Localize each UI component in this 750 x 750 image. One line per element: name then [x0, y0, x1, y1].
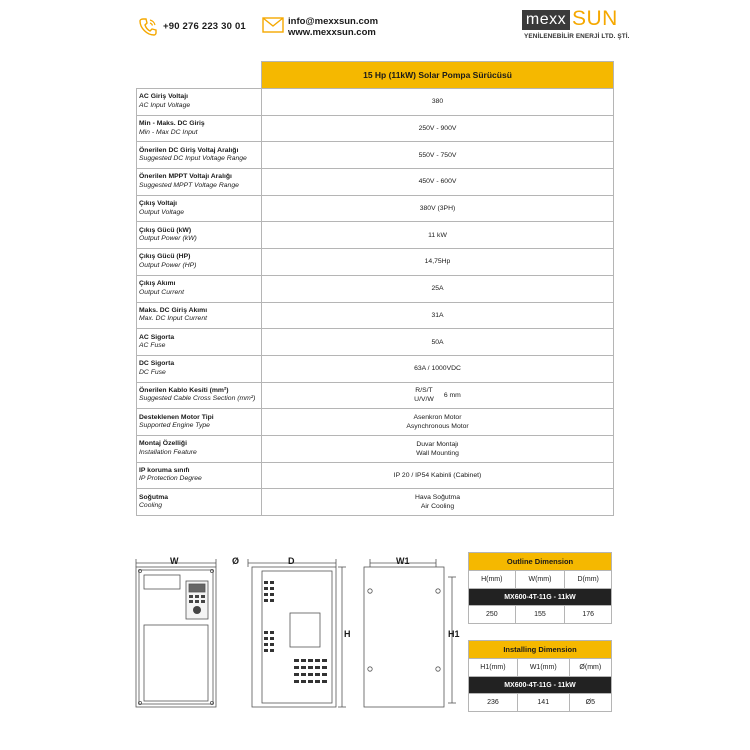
row-label-tr: AC Giriş Voltajı — [139, 93, 188, 101]
row-label-tr: Önerilen MPPT Voltajı Aralığı — [139, 173, 232, 181]
dim-label-h: H — [344, 629, 351, 639]
row-label-tr: Çıkış Gücü (kW) — [139, 226, 192, 234]
value-line-1: Duvar Montajı — [416, 440, 459, 448]
outline-dimension-table — [468, 552, 612, 624]
outline-col-w: W(mm) — [515, 571, 565, 589]
front-view-drawing — [130, 553, 470, 713]
row-value — [262, 382, 614, 409]
dim-label-d: D — [288, 556, 295, 566]
row-value: 14,75Hp — [262, 249, 614, 276]
row-label-en: Supported Engine Type — [139, 422, 210, 430]
contact-info — [288, 16, 378, 38]
value-line-1: Hava Soğutma — [415, 494, 460, 502]
installing-val-w1: 141 — [517, 694, 569, 712]
mail-icon — [262, 16, 284, 34]
table-row — [137, 409, 614, 436]
row-label-en: AC Fuse — [139, 342, 166, 350]
row-label-tr: Soğutma — [139, 493, 169, 501]
row-value: 550V - 750V — [262, 142, 614, 169]
logo-sun: SUN — [572, 7, 618, 30]
table-row — [137, 435, 614, 462]
row-value: 450V - 600V — [262, 169, 614, 196]
row-value: 31A — [262, 302, 614, 329]
row-label-tr: Önerilen Kablo Kesiti (mm²) — [139, 386, 229, 394]
row-label-tr: Min - Maks. DC Giriş — [139, 120, 205, 128]
row-label-en: DC Fuse — [139, 368, 166, 376]
row-value: IP 20 / IP54 Kabinli (Cabinet) — [262, 462, 614, 489]
cable-label-1: R/S/T — [415, 387, 433, 395]
table-row — [137, 462, 614, 489]
row-label-en: Cooling — [139, 502, 163, 510]
table-row — [137, 329, 614, 356]
installing-col-phi: Ø(mm) — [569, 659, 611, 677]
table-row — [137, 195, 614, 222]
row-label-tr: Desteklenen Motor Tipi — [139, 413, 214, 421]
outline-val-w: 155 — [515, 606, 565, 624]
logo-subtitle: YENİLENEBİLİR ENERJİ LTD. ŞTİ. — [524, 33, 630, 40]
table-row — [137, 355, 614, 382]
row-label-tr: DC Sigorta — [139, 360, 175, 368]
row-value: 25A — [262, 275, 614, 302]
email-link[interactable]: info@mexxsun.com — [288, 16, 379, 27]
dim-label-w1: W1 — [396, 556, 410, 566]
row-label-tr: Maks. DC Giriş Akımı — [139, 306, 208, 314]
table-row — [137, 382, 614, 409]
outline-col-h: H(mm) — [469, 571, 516, 589]
table-corner — [137, 62, 262, 89]
row-label-en: Max. DC Input Current — [139, 315, 207, 323]
dimension-drawings — [130, 553, 470, 713]
row-value: 380 — [262, 89, 614, 116]
cable-labels — [414, 386, 434, 404]
table-row — [137, 249, 614, 276]
value-line-2: Air Cooling — [420, 503, 455, 511]
page-header — [0, 0, 750, 60]
row-label-en: Output Voltage — [139, 208, 185, 216]
installing-col-w1: W1(mm) — [517, 659, 569, 677]
row-label-tr: IP koruma sınıfı — [139, 466, 190, 474]
table-title: 15 Hp (11kW) Solar Pompa Sürücüsü — [262, 62, 614, 89]
table-row — [137, 275, 614, 302]
row-label-en: Output Current — [139, 288, 184, 296]
table-row — [137, 115, 614, 142]
row-label-tr: Çıkış Voltajı — [139, 200, 178, 208]
row-value: 380V (3PH) — [262, 195, 614, 222]
table-row — [137, 302, 614, 329]
outline-col-d: D(mm) — [565, 571, 612, 589]
installing-title: Installing Dimension — [469, 641, 612, 659]
row-value: 250V - 900V — [262, 115, 614, 142]
installing-val-h1: 236 — [469, 694, 518, 712]
row-label-en: Min - Max DC Input — [139, 128, 198, 136]
row-label-tr: Montaj Özelliği — [139, 440, 187, 448]
row-value: 63A / 1000VDC — [262, 355, 614, 382]
row-label-en: Suggested MPPT Voltage Range — [139, 181, 239, 189]
company-logo — [522, 7, 630, 46]
logo-mexx: mexx — [522, 10, 570, 30]
row-label-en: Installation Feature — [139, 448, 197, 456]
cable-label-2: U/V/W — [414, 396, 434, 404]
dim-label-phi: Ø — [232, 556, 240, 566]
phone-icon — [138, 17, 158, 37]
installing-model: MX600-4T-11G - 11kW — [469, 677, 612, 694]
outline-val-d: 176 — [565, 606, 612, 624]
website-link[interactable]: www.mexxsun.com — [288, 27, 376, 38]
outline-val-h: 250 — [469, 606, 516, 624]
value-line-1: Asenkron Motor — [413, 414, 462, 422]
table-row — [137, 169, 614, 196]
table-row — [137, 89, 614, 116]
table-row — [137, 142, 614, 169]
row-label-en: IP Protection Degree — [139, 475, 202, 483]
dim-label-w: W — [170, 556, 179, 566]
table-row — [137, 489, 614, 516]
value-line-2: Wall Mounting — [416, 449, 459, 457]
spec-table — [136, 61, 614, 516]
outline-title: Outline Dimension — [469, 553, 612, 571]
row-label-en: Suggested DC Input Voltage Range — [139, 155, 247, 163]
row-label-en: Output Power (HP) — [139, 261, 197, 269]
phone-number[interactable]: +90 276 223 30 01 — [163, 21, 246, 32]
dim-label-h1: H1 — [448, 629, 460, 639]
cable-size: 6 mm — [443, 391, 461, 399]
installing-col-h1: H1(mm) — [469, 659, 518, 677]
outline-model: MX600-4T-11G - 11kW — [469, 589, 612, 606]
row-value: 11 kW — [262, 222, 614, 249]
row-label-tr: AC Sigorta — [139, 333, 175, 341]
row-label-tr: Çıkış Akımı — [139, 280, 176, 288]
row-value — [262, 409, 614, 436]
row-label-en: AC Input Voltage — [139, 101, 191, 109]
row-value — [262, 435, 614, 462]
row-label-tr: Önerilen DC Giriş Voltaj Aralığı — [139, 146, 239, 154]
table-row — [137, 222, 614, 249]
row-value: 50A — [262, 329, 614, 356]
installing-val-phi: Ø5 — [569, 694, 611, 712]
row-label-en: Output Power (kW) — [139, 235, 197, 243]
installing-dimension-table — [468, 640, 612, 712]
row-value — [262, 489, 614, 516]
value-line-2: Asynchronous Motor — [406, 423, 469, 431]
row-label-en: Suggested Cable Cross Section (mm²) — [139, 395, 256, 403]
row-label-tr: Çıkış Gücü (HP) — [139, 253, 191, 261]
